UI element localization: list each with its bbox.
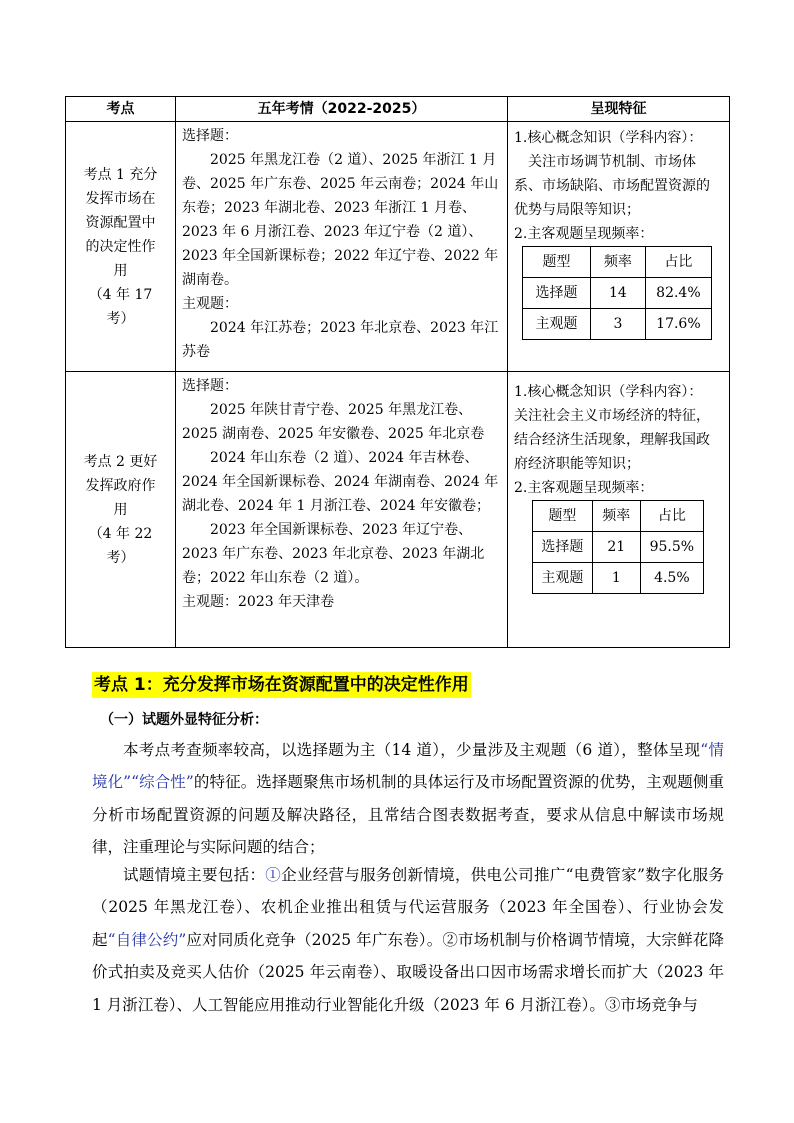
feature-item-2: 2.主客观题呈现频率： bbox=[514, 226, 654, 242]
freq-header-row: 题型 频率 占比 bbox=[523, 247, 712, 278]
header-features: 呈现特征 bbox=[508, 97, 730, 122]
frequency-table bbox=[532, 500, 704, 594]
choice-label: 选择题： bbox=[182, 378, 238, 394]
feature-item-1-text: 关注社会主义市场经济的特征，结合经济生活现象，理解我国政府经济职能等知识； bbox=[514, 408, 710, 472]
point-cell: 考点 1 充分 发挥市场在 资源配置中 的决定性作 用 （4 年 17 考） bbox=[66, 122, 176, 372]
subjective-label: 主观题： bbox=[182, 296, 238, 312]
table-row bbox=[66, 122, 730, 372]
features-cell bbox=[508, 372, 730, 648]
table-header-row bbox=[66, 97, 730, 122]
section-subtitle: （一）试题外显特征分析： bbox=[100, 712, 268, 728]
choice-label: 选择题： bbox=[182, 128, 238, 144]
choice-list: 2025 年陕甘青宁卷、2025 年黑龙江卷、2025 湖南卷、2025 年安徽卷、2025 年北京卷 bbox=[182, 402, 485, 442]
point-cell: 考点 2 更好 发挥政府作 用 （4 年 22 考） bbox=[66, 372, 176, 648]
years-cell bbox=[176, 122, 508, 372]
analysis-paragraph: 本考点考查频率较高，以选择题为主（14 道），少量涉及主观题（6 道），整体呈现“情境化”“综合性”的特征。选择题聚焦市场机制的具体运行及市场配置资源的优势，主观题侧重分析市场配置资源的问题及解决路径，且常结合图表数据考查，要求从信息中解读市场规律，注重理论与实际问题的结合； bbox=[92, 741, 724, 857]
choice-list: 2023 年全国新课标卷、2023 年辽宁卷、2023 年广东卷、2023 年北京卷、2023 年湖北卷；2022 年山东卷（2 道）。 bbox=[182, 522, 485, 586]
features-cell bbox=[508, 122, 730, 372]
exam-overview-table bbox=[65, 96, 730, 648]
feature-item-1: 1.核心概念知识（学科内容）： bbox=[514, 384, 703, 400]
freq-row: 主观题 3 17.6% bbox=[523, 309, 712, 340]
freq-row: 主观题 1 4.5% bbox=[533, 563, 704, 594]
header-point: 考点 bbox=[66, 97, 176, 122]
years-cell bbox=[176, 372, 508, 648]
freq-row: 选择题 21 95.5% bbox=[533, 532, 704, 563]
choice-list: 2024 年山东卷（2 道）、2024 年吉林卷、2024 年全国新课标卷、2024 年湖南卷、2024 年湖北卷、2024 年 1 月浙江卷、2024 年安徽卷； bbox=[182, 450, 499, 514]
feature-item-1-text: 关注市场调节机制、市场体系、市场缺陷、市场配置资源的优势与局限等知识； bbox=[514, 154, 710, 218]
feature-item-1: 1.核心概念知识（学科内容）： bbox=[514, 130, 703, 146]
freq-header-row: 题型 频率 占比 bbox=[533, 501, 704, 532]
section-title: 考点 1：充分发挥市场在资源配置中的决定性作用 bbox=[92, 672, 471, 698]
freq-row: 选择题 14 82.4% bbox=[523, 278, 712, 309]
table-row bbox=[66, 372, 730, 648]
context-paragraph: 试题情境主要包括：①企业经营与服务创新情境，供电公司推广“电费管家”数字化服务（2025 年黑龙江卷）、农机企业推出租赁与代运营服务（2023 年全国卷）、行业协会发起“自律公约”应对同质化竞争（2025 年广东卷）。②市场机制与价格调节情境，大宗鲜花降价式拍卖及竞买人估价（2025 年云南卷）、取暖设备出口因市场需求增长而扩大（2023 年 1 月浙江卷）、人工智能应用推动行业智能化升级（2023 年 6 月浙江卷）。③市场竞争与 bbox=[92, 866, 724, 1014]
subjective-list: 2024 年江苏卷；2023 年北京卷、2023 年江苏卷 bbox=[182, 320, 499, 360]
feature-item-2: 2.主客观题呈现频率： bbox=[514, 480, 654, 496]
choice-list: 2025 年黑龙江卷（2 道）、2025 年浙江 1 月卷、2025 年广东卷、2025 年云南卷；2024 年山东卷；2023 年湖北卷、2023 年浙江 1 月卷、2023 年 6 月浙江卷、2023 年辽宁卷（2 道）、2023 年全国新课标卷；2022 年辽宁卷、2022 年湖南卷。 bbox=[182, 152, 499, 288]
header-years: 五年考情（2022-2025） bbox=[176, 97, 508, 122]
subjective-list: 主观题：2023 年天津卷 bbox=[182, 594, 335, 610]
frequency-table bbox=[522, 246, 712, 340]
